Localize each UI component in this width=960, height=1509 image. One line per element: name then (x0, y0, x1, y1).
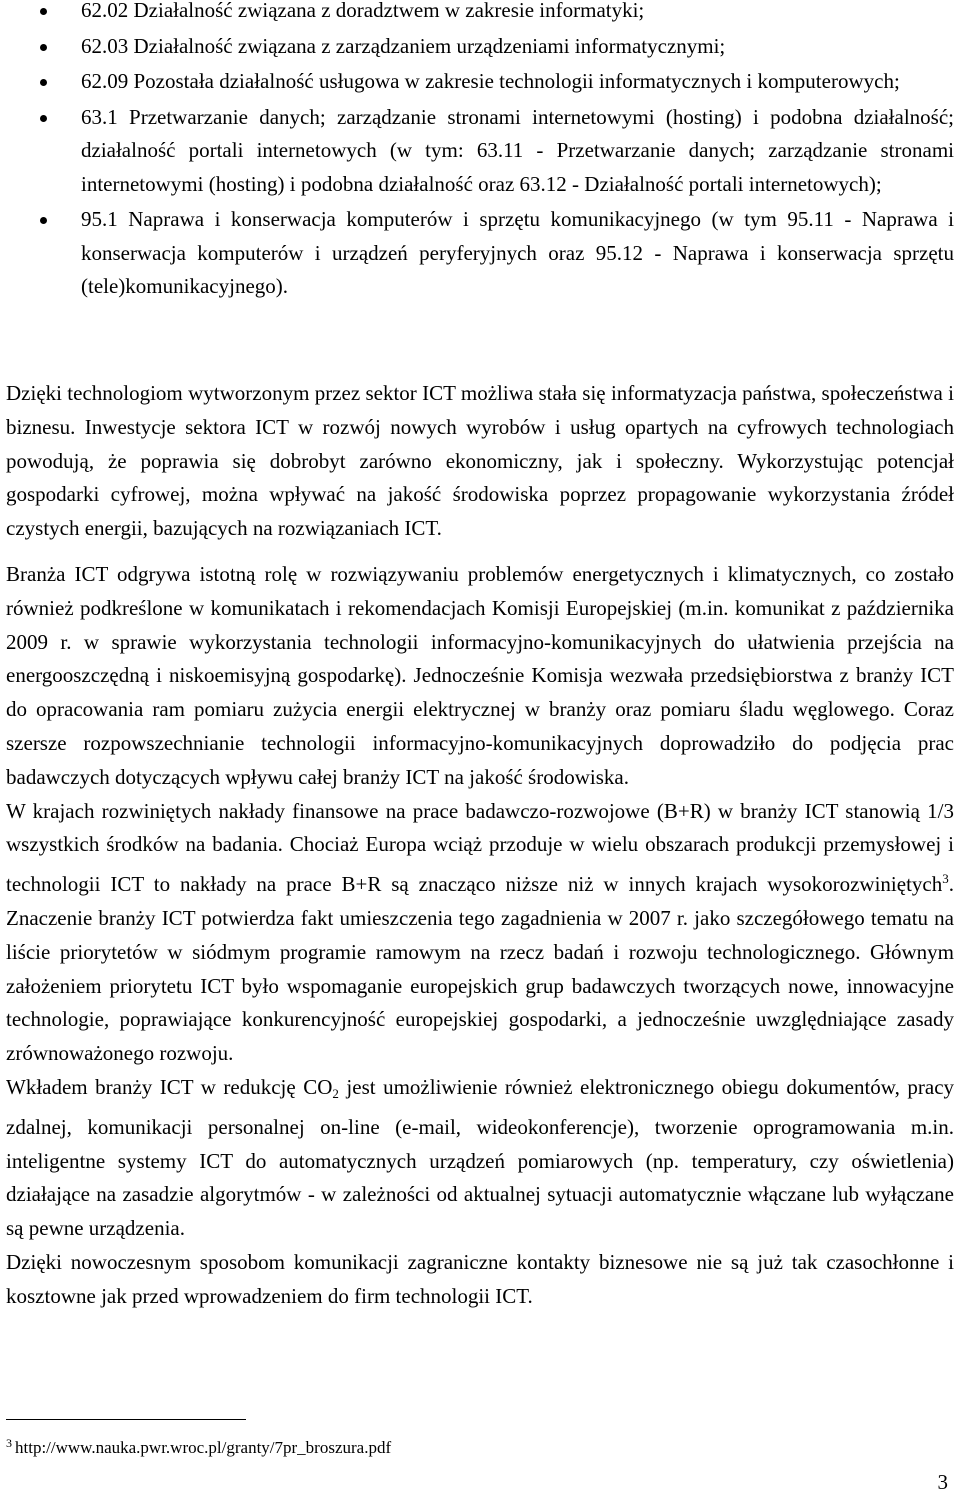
footnote (6, 1432, 391, 1459)
bullet-icon (40, 79, 47, 86)
paragraph-text: jest umożliwienie również elektronicznego obiegu dokumentów, pracy zdalnej, komunikacji personalnej on-line (e-mail, wideokonferencje), tworzenie oprogramowania m.in. inteligentne systemy ICT do automatycznych urządzeń pomiarowych (np. temperatury, czy oświetlenia) działające na zasadzie algorytmów - w zależności od aktualnej sytuacji automatycznie włączane lub wyłączane są pewne urządzenia. (6, 1074, 955, 1241)
bullet-icon (40, 217, 47, 224)
paragraph-co2-reduction (6, 1071, 954, 1246)
list-item-text: 63.1 Przetwarzanie danych; zarządzanie stronami internetowymi (hosting) i podobna działalność; działalność portali internetowych (w tym: 63.11 - Przetwarzanie danych; zarządzanie stronami internetowymi (hosting) i podobna działalność oraz 63.12 - Działalność portali internetowych); (81, 104, 954, 196)
pkd-code-list (0, 0, 960, 306)
paragraph-ict-informatization: Dzięki technologiom wytworzonym przez sektor ICT możliwa stała się informatyzacja państwa, społeczeństwa i biznesu. Inwestycje sektora ICT w rozwój nowych wyrobów i usług opartych na cyfrowych technologiach powodują, że poprawia się dobrobyt zarówno ekonomiczny, jak i społeczny. Wykorzystując potencjał gospodarki cyfrowej, można wpływać na jakość środowiska poprzez propagowanie wykorzystania źródeł czystych energii, bazujących na rozwiązaniach ICT. (6, 381, 954, 541)
list-item-text: 62.02 Działalność związana z doradztwem w zakresie informatyki; (81, 0, 645, 22)
list-item (0, 0, 960, 28)
footnote-reference[interactable]: 3 (942, 871, 949, 887)
page-number: 3 (937, 1470, 948, 1494)
list-item (0, 30, 960, 64)
list-item (0, 65, 960, 99)
paragraph-ict-research (6, 795, 954, 1071)
list-item-text: 62.09 Pozostała działalność usługowa w zakresie technologii informatycznych i komputerowych; (81, 69, 900, 93)
list-item-text: 95.1 Naprawa i konserwacja komputerów i sprzętu komunikacyjnego (w tym 95.11 - Naprawa i konserwacja komputerów i urządzeń peryferyjnych oraz 95.12 - Naprawa i konserwacja sprzętu (tele)komunikacyjnego). (81, 207, 954, 298)
footnote-separator (6, 1419, 246, 1420)
paragraph-ict-energy: Branża ICT odgrywa istotną rolę w rozwiązywaniu problemów energetycznych i klimatycznych, co zostało również podkreślone w komunikatach i rekomendacjach Komisji Europejskiej (m.in. komunikat z października 2009 r. w sprawie wykorzystania technologii informacyjno-komunikacyjnych do ułatwienia przejścia na energooszczędną i niskoemisyjną gospodarkę). Jednocześnie Komisja wezwała przedsiębiorstwa z branży ICT do opracowania ram pomiaru zużycia energii elektrycznej w branży oraz pomiaru śladu węglowego. Coraz szersze rozpowszechnianie technologii informacyjno-komunikacyjnych doprowadziło do podjęcia prac badawczych dotyczących wpływu całej branży ICT na jakość środowiska. (6, 561, 954, 789)
paragraph-text: Wkładem branży ICT w redukcję CO (6, 1074, 333, 1099)
chemical-subscript: 2 (332, 1085, 339, 1101)
bullet-icon (40, 115, 47, 122)
body-text (6, 377, 954, 1314)
paragraph-text: . Znaczenie branży ICT potwierdza fakt umieszczenia tego zagadnienia w 2007 r. jako szczegółowego tematu na liście priorytetów w siódmym programie ramowym na rzecz badań i rozwoju technologicznego. Głównym założeniem priorytetu ICT było wspomaganie europejskich grup badawczych tworzących nowe, innowacyjne technologie, poprawiające konkurencyjność europejskiej gospodarki, a jednocześnie uwzględniające zasady zrównoważonego rozwoju. (6, 872, 954, 1066)
bullet-icon (40, 8, 47, 15)
list-item (0, 203, 960, 304)
list-item-text: 62.03 Działalność związana z zarządzaniem urządzeniami informatycznymi; (81, 33, 726, 58)
bullet-icon (40, 44, 47, 51)
list-item (0, 101, 960, 202)
paragraph-business-contacts: Dzięki nowoczesnym sposobom komunikacji zagraniczne kontakty biznesowe nie są już tak czasochłonne i kosztowne jak przed wprowadzeniem do firm technologii ICT. (6, 1249, 954, 1308)
paragraph-text: W krajach rozwiniętych nakłady finansowe na prace badawczo-rozwojowe (B+R) w branży ICT stanowią 1/3 wszystkich środków na badania. Chociaż Europa wciąż przoduje w wielu obszarach produkcji przemysłowej i technologii ICT to nakłady na prace B+R są znacząco niższe niż w innych krajach wysokorozwiniętych (6, 798, 954, 897)
footnote-marker: 3 (6, 1436, 12, 1450)
footnote-link[interactable]: http://www.nauka.pwr.wroc.pl/granty/7pr_broszura.pdf (15, 1438, 392, 1457)
